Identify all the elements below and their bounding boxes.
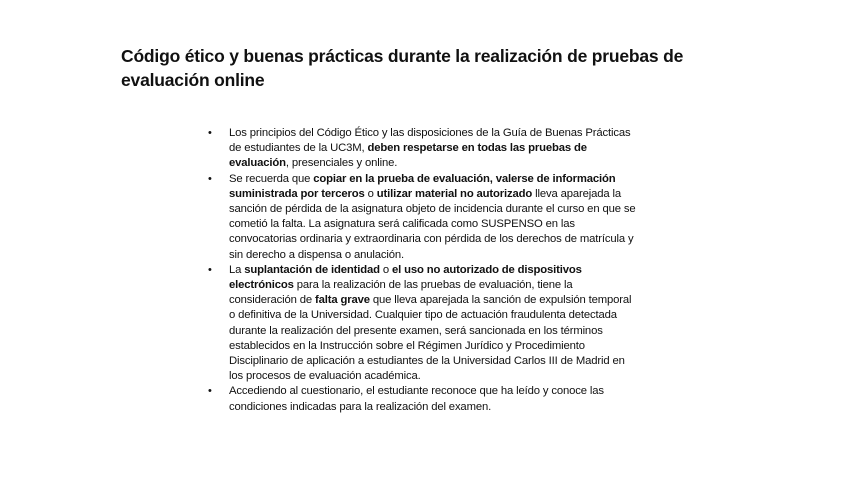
bullet-item [206,384,638,414]
bullet-text-bold: el uso no autorizado de dispositivos electrónicos [229,263,582,292]
bullet-text: que lleva aparejada la sanción de expulsión temporal o definitiva de la Universidad. Cualquier tipo de actuación fraudulenta detectada durante la realización del presente examen, será sancionada en los términos establecidos en la Instrucción sobre el Régimen Jurídico y Procedimiento Disciplinario de aplicación a estudiantes de la Universidad Carlos III de Madrid en los procesos de evaluación académica. [229,294,632,383]
bullet-dot-icon: • [208,172,212,185]
bullet-text: o [379,263,392,276]
bullet-text: lleva aparejada la sanción de pérdida de la asignatura objeto de incidencia durante el curso en que se cometió la falta. La asignatura será calificada como SUSPENSO en las convocatorias ordinaria y extraordinaria con pérdida de los derechos de matrícula y sin derecho a dispensa o anulación. [229,187,636,261]
bullet-dot-icon: • [208,385,212,398]
bullet-text-bold: deben respetarse en todas las pruebas de evaluación [229,142,587,170]
bullet-text: Se recuerda que [229,172,314,185]
bullet-dot-icon: • [208,127,212,139]
bullet-text: o [364,187,377,200]
bullet-text: La [229,263,245,276]
bullet-text-bold: suplantación de identidad [244,263,380,276]
bullet-text: para la realización de las pruebas de evaluación, tiene la consideración de [229,279,573,307]
bullet-text-bold: utilizar material no autorizado [376,187,533,200]
bullet-item [206,172,638,263]
bullet-text: Los principios del Código Ético y las disposiciones de la Guía de Buenas Prácticas de estudiantes de la UC3M, [229,127,631,155]
bullet-list [206,126,638,415]
bullet-item [206,126,638,172]
bullet-item [206,263,638,385]
bullet-text: , presenciales y online. [285,157,398,170]
bullet-text-bold: falta grave [315,294,370,307]
bullet-text-bold: copiar en la prueba de evaluación, valerse de información suministrada por terceros [229,172,616,200]
slide-title: Código ético y buenas prácticas durante la realización de pruebas de evaluación online [121,46,684,90]
bullet-text: Accediendo al cuestionario, el estudiante reconoce que ha leído y conoce las condiciones indicadas para la realización del examen. [229,385,604,413]
bullet-dot-icon: • [208,263,212,276]
